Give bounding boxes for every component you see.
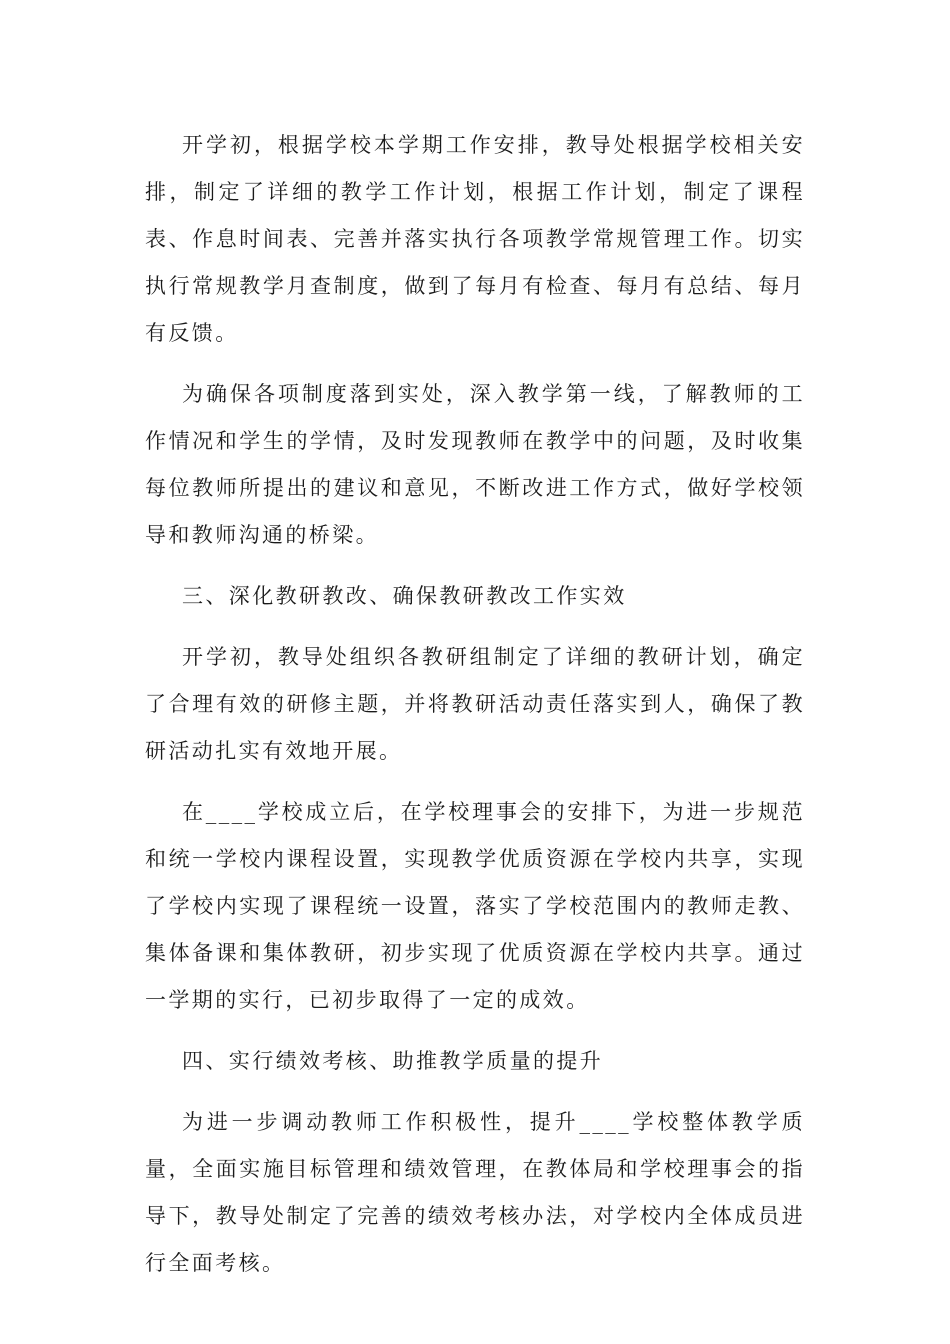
section-heading-teaching-research: 三、深化教研教改、确保教研教改工作实效	[182, 584, 627, 608]
paragraph-performance-management: 为进一步调动教师工作积极性，提升____学校整体教学质量，全面实施目标管理和绩效管理，在教体局和学校理事会的指导下，教导处制定了完善的绩效考核办法，对学校内全体成员进行全面考核。	[145, 1110, 805, 1275]
section-heading-performance-assessment: 四、实行绩效考核、助推教学质量的提升	[182, 1049, 604, 1073]
paragraph-research-plan: 开学初，教导处组织各教研组制定了详细的教研计划，确定了合理有效的研修主题，并将教研活动责任落实到人，确保了教研活动扎实有效地开展。	[145, 645, 805, 763]
paragraph-routine-management: 开学初，根据学校本学期工作安排，教导处根据学校相关安排，制定了详细的教学工作计划，根据工作计划，制定了课程表、作息时间表、完善并落实执行各项教学常规管理工作。切实执行常规教学月查制度，做到了每月有检查、每月有总结、每月有反馈。	[145, 133, 805, 345]
paragraph-implementation: 为确保各项制度落到实处，深入教学第一线，了解教师的工作情况和学生的学情，及时发现教师在教学中的问题，及时收集每位教师所提出的建议和意见，不断改进工作方式，做好学校领导和教师沟通的桥梁。	[145, 382, 805, 547]
document-body	[145, 122, 805, 1287]
paragraph-curriculum-unification: 在____学校成立后，在学校理事会的安排下，为进一步规范和统一学校内课程设置，实现教学优质资源在学校内共享，实现了学校内实现了课程统一设置，落实了学校范围内的教师走教、集体备课和集体教研，初步实现了优质资源在学校内共享。通过一学期的实行，已初步取得了一定的成效。	[145, 800, 805, 1012]
